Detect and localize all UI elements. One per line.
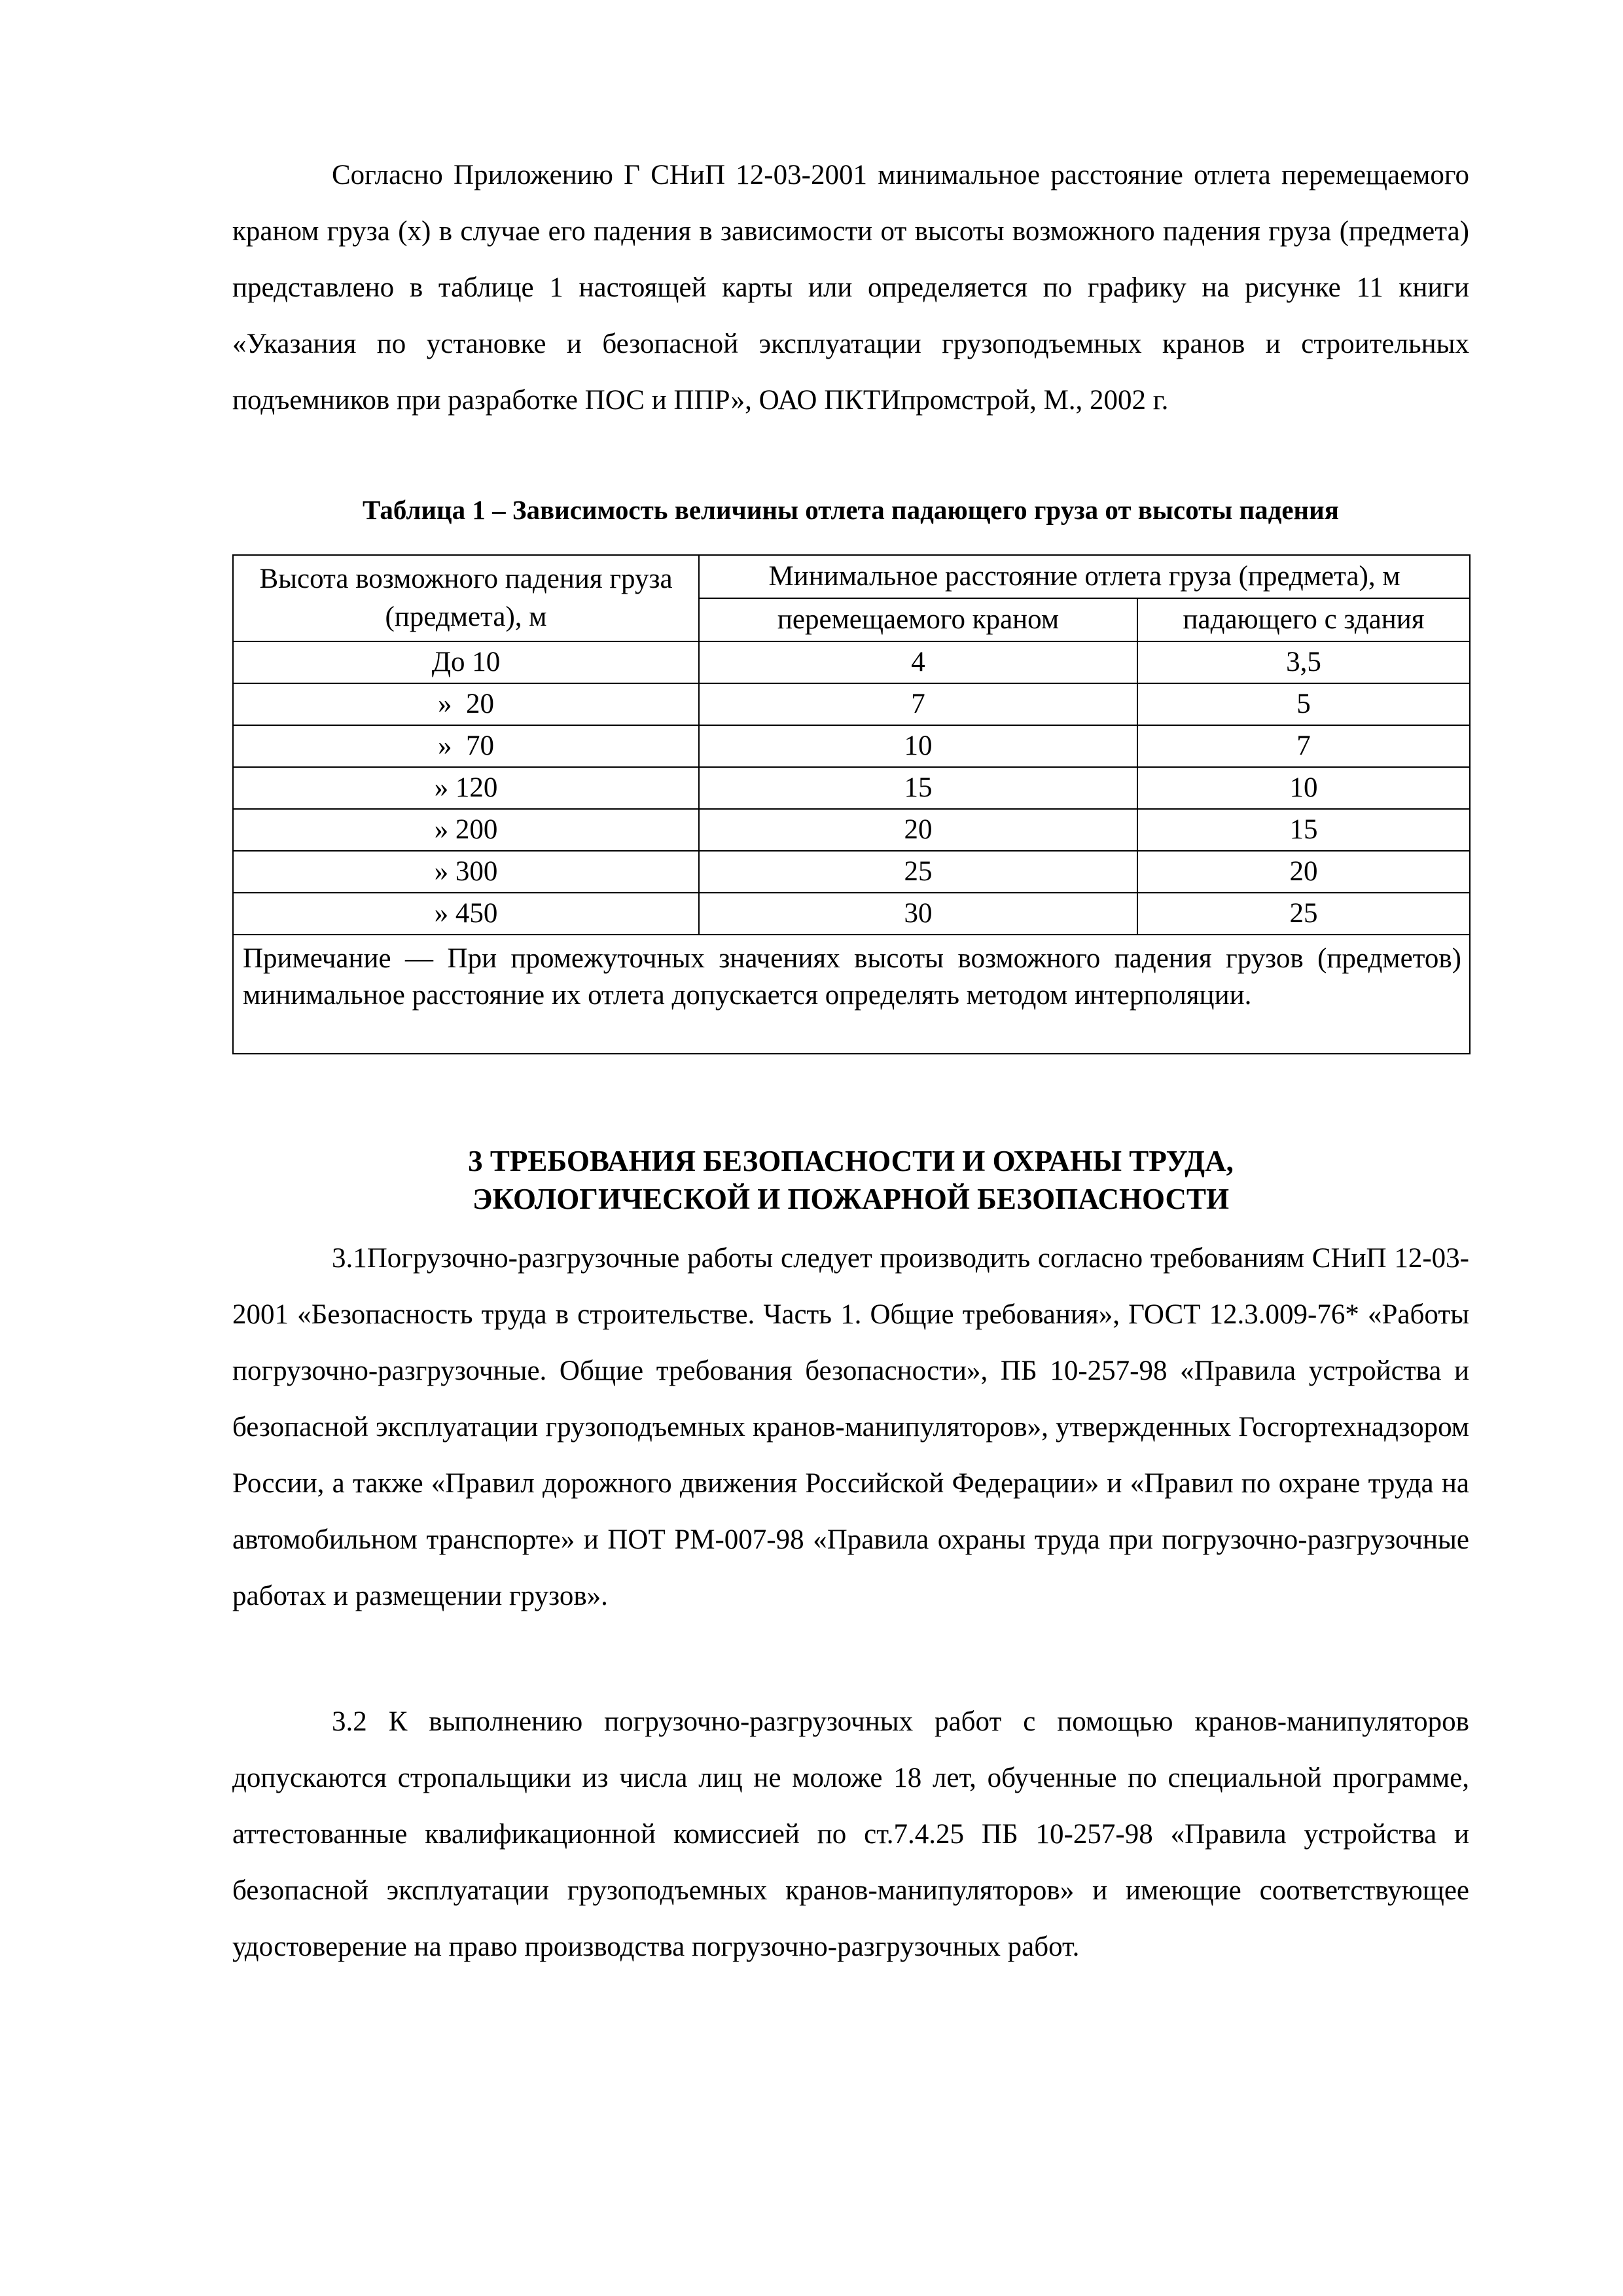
table-note: Примечание — При промежуточных значениях высоты возможного падения грузов (предметов) минимальное расстояние их отлета допускается определять методом интерполяции.: [233, 935, 1470, 1054]
cell-building: 10: [1137, 767, 1470, 809]
table-row: [233, 893, 1470, 935]
fall-distance-table: [232, 554, 1471, 1054]
cell-crane: 25: [699, 851, 1137, 893]
cell-building: 7: [1137, 725, 1470, 767]
table-row: [233, 809, 1470, 851]
cell-height: » 70: [233, 725, 699, 767]
paragraph-3-1: 3.1Погрузочно-разгрузочные работы следует производить согласно требованиям СНиП 12-03-2001 «Безопасность труда в строительстве. Часть 1. Общие требования», ГОСТ 12.3.009-76* «Работы погрузочно-разгрузочные. Общие требования безопасности», ПБ 10-257-98 «Правила устройства и безопасной эксплуатации грузоподъемных кранов-манипуляторов», утвержденных Госгортехнадзором России, а также «Правил дорожного движения Российской Федерации» и «Правил по охране труда на автомобильном транспорте» и ПОТ РМ-007-98 «Правила охраны труда при погрузочно-разгрузочные работах и размещении грузов».: [232, 1243, 1469, 1611]
table-row: [233, 725, 1470, 767]
header-building-col: падающего с здания: [1137, 598, 1470, 641]
cell-crane: 15: [699, 767, 1137, 809]
cell-building: 25: [1137, 893, 1470, 935]
table-row: [233, 641, 1470, 683]
table-note-row: [233, 935, 1470, 1054]
cell-crane: 20: [699, 809, 1137, 851]
cell-height: » 200: [233, 809, 699, 851]
cell-building: 5: [1137, 683, 1470, 725]
header-distance-group: Минимальное расстояние отлета груза (предмета), м: [699, 555, 1470, 598]
cell-crane: 10: [699, 725, 1137, 767]
cell-height: До 10: [233, 641, 699, 683]
cell-height: » 120: [233, 767, 699, 809]
header-crane-col: перемещаемого краном: [699, 598, 1137, 641]
table-caption: Таблица 1 – Зависимость величины отлета падающего груза от высоты падения: [363, 495, 1339, 525]
table-row: [233, 851, 1470, 893]
cell-height: » 450: [233, 893, 699, 935]
paragraph-3-2: 3.2 К выполнению погрузочно-разгрузочных работ с помощью кранов-манипуляторов допускаются стропальщики из числа лиц не моложе 18 лет, обученные по специальной программе, аттестованные квалификационной комиссией по ст.7.4.25 ПБ 10-257-98 «Правила устройства и безопасной эксплуатации грузоподъемных кранов-манипуляторов» и имеющие соответствующее удостоверение на право производства погрузочно-разгрузочных работ.: [232, 1706, 1469, 1962]
cell-building: 3,5: [1137, 641, 1470, 683]
section-heading: [232, 1142, 1469, 1218]
header-height-col: Высота возможного падения груза (предмета), м: [233, 555, 699, 641]
table-row: [233, 683, 1470, 725]
cell-building: 20: [1137, 851, 1470, 893]
table-row: [233, 767, 1470, 809]
cell-crane: 7: [699, 683, 1137, 725]
table-header-row: [233, 555, 1470, 598]
cell-crane: 4: [699, 641, 1137, 683]
section-heading-line-1: 3 ТРЕБОВАНИЯ БЕЗОПАСНОСТИ И ОХРАНЫ ТРУДА,: [468, 1145, 1234, 1177]
cell-building: 15: [1137, 809, 1470, 851]
cell-height: » 20: [233, 683, 699, 725]
section-heading-line-2: ЭКОЛОГИЧЕСКОЙ И ПОЖАРНОЙ БЕЗОПАСНОСТИ: [472, 1183, 1230, 1215]
intro-paragraph: Согласно Приложению Г СНиП 12-03-2001 минимальное расстояние отлета перемещаемого краном груза (х) в случае его падения в зависимости от высоты возможного падения груза (предмета) представлено в таблице 1 настоящей карты или определяется по графику на рисунке 11 книги «Указания по установке и безопасной эксплуатации грузоподъемных кранов и строительных подъемников при разработке ПОС и ППР», ОАО ПКТИпромстрой, М., 2002 г.: [232, 160, 1469, 416]
cell-crane: 30: [699, 893, 1137, 935]
cell-height: » 300: [233, 851, 699, 893]
